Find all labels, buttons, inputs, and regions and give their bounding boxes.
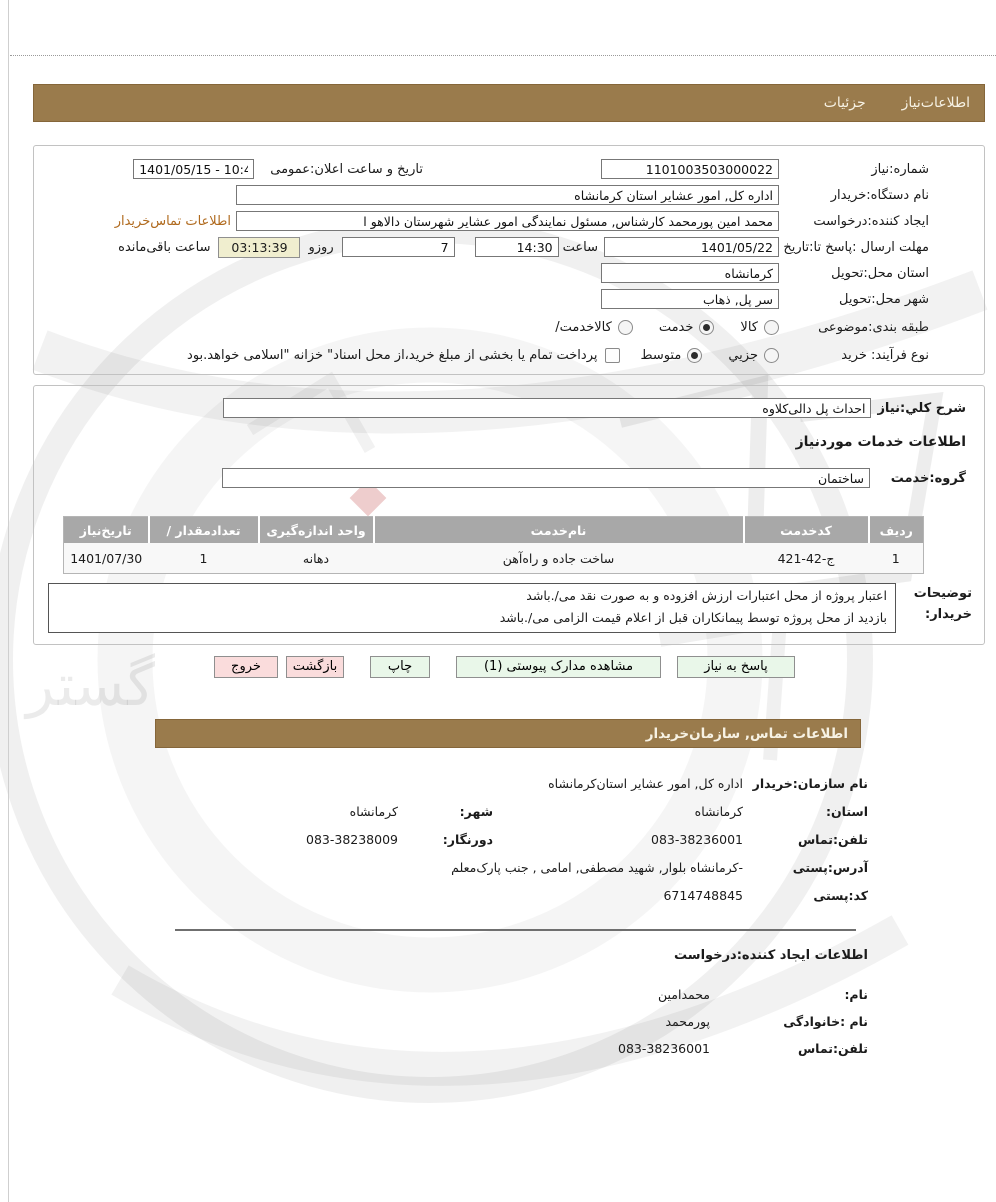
org-city-value: کرمانشاه [349, 803, 398, 819]
request-creator-input[interactable] [236, 211, 779, 231]
request-creator-row [42, 210, 929, 232]
subject-category-label: طبقه بندی:موضوعی [818, 319, 929, 335]
org-contact-title-bar: اطلاعات تماس, سازمان‌خریدار [155, 719, 861, 748]
radio-goods-service-label: کالاخدمت/ [555, 319, 612, 335]
radio-partial-label: جزيي [728, 347, 758, 363]
org-postal-code-value: 6714748845 [663, 887, 743, 903]
org-address-label: آدرس:پستی [792, 859, 868, 875]
treasury-payment-label: پرداخت تمام یا بخشی از مبلغ خرید،از محل اسناد" خزانه "اسلامی خواهد.بود [187, 347, 598, 363]
col-unit: واحد اندازه‌گیری [259, 517, 374, 544]
col-quantity: تعدادمقدار / [149, 517, 259, 544]
top-title-bar [33, 84, 985, 122]
org-postal-code-label: کد:پستی [813, 887, 868, 903]
org-postal-code-row [583, 885, 868, 905]
col-service-code: کدخدمت [744, 517, 869, 544]
buyer-org-input[interactable] [236, 185, 779, 205]
org-phone-fax-row [183, 829, 868, 849]
creator-first-name-row [528, 984, 868, 1004]
creator-phone-value: 083-38236001 [618, 1040, 710, 1056]
creator-first-name-label: نام: [844, 986, 868, 1002]
org-city-label: شهر: [459, 803, 493, 819]
svg-text:گستر: گستر [26, 651, 155, 719]
org-province-city-row [183, 801, 868, 821]
radio-service[interactable] [699, 320, 714, 335]
org-province-value: کرمانشاه [694, 803, 743, 819]
exit-button[interactable]: خروج [214, 656, 278, 678]
deadline-days-input[interactable] [342, 237, 455, 257]
need-number-label: شماره:نیاز [871, 161, 929, 177]
process-type-label: نوع فرآیند: خرید [841, 347, 929, 363]
top-dotted-divider [10, 55, 996, 56]
col-need-date: تاریخ‌نیاز [64, 517, 149, 544]
delivery-city-label: شهر محل:تحویل [839, 291, 929, 307]
treasury-payment-checkbox[interactable] [605, 348, 620, 363]
creator-last-name-value: پورمحمد [665, 1013, 710, 1029]
radio-partial[interactable] [764, 348, 779, 363]
creator-phone-label: تلفن:تماس [797, 1040, 868, 1056]
need-summary-panel [33, 145, 985, 375]
creator-last-name-row [528, 1011, 868, 1031]
need-description-input[interactable] [223, 398, 871, 418]
subject-category-row [42, 316, 929, 338]
service-group-label: گروه:خدمت [890, 470, 966, 486]
cell-need-date: 1401/07/30 [64, 543, 149, 574]
buyer-contact-link[interactable]: اطلاعات تماس‌خریدار [114, 213, 231, 229]
delivery-province-input[interactable] [601, 263, 779, 283]
creator-last-name-label: نام :خانوادگی [783, 1013, 868, 1029]
deadline-days-label: روزو [308, 239, 334, 255]
page-left-border [8, 0, 9, 1202]
radio-medium[interactable] [687, 348, 702, 363]
col-row-number: ردیف [869, 517, 924, 544]
org-phone-label: تلفن:تماس [797, 831, 868, 847]
buyer-notes-label-line1: توضیحات [913, 586, 972, 601]
delivery-city-row [42, 288, 929, 310]
buyer-notes-label [900, 584, 972, 626]
cell-row-number: 1 [869, 543, 924, 574]
process-type-row [42, 344, 929, 366]
need-description-row [42, 398, 966, 418]
request-creator-label: ایجاد کننده:درخواست [813, 213, 929, 229]
org-phone-value: 083-38236001 [651, 831, 743, 847]
tab-details[interactable]: جزئیات [823, 95, 866, 111]
radio-service-label: خدمت [658, 319, 694, 335]
radio-goods-label: کالا [740, 319, 758, 335]
services-table [63, 516, 924, 574]
buyer-org-label: نام دستگاه:خریدار [830, 187, 929, 203]
reply-deadline-label: مهلت ارسال :پاسخ تا:تاریخ [783, 239, 929, 255]
announce-datetime-input[interactable] [133, 159, 254, 179]
delivery-province-label: استان محل:تحویل [831, 265, 929, 281]
col-service-name: نام‌خدمت [374, 517, 744, 544]
notes-line: اعتبار پروژه از محل اعتبارات ارزش افزوده و به صورت نقد می/.باشد [526, 588, 887, 603]
org-address-value: -کرمانشاه بلوار, شهید مصطفی, امامی , جنب پارک‌معلم [451, 859, 743, 875]
view-attachments-button[interactable]: مشاهده مدارک پیوستی (1) [456, 656, 661, 678]
deadline-hour-input[interactable] [475, 237, 559, 257]
services-heading: اطلاعات خدمات موردنیاز [795, 434, 966, 450]
need-detail-panel [33, 385, 985, 645]
need-number-input[interactable] [601, 159, 779, 179]
notes-line: بازدید از محل پروژه توسط پیمانکاران قبل از اعلام قیمت الزامی می/.باشد [499, 609, 887, 625]
creator-first-name-value: محمدامین [657, 986, 710, 1002]
reply-to-need-button[interactable]: پاسخ به نیاز [677, 656, 795, 678]
radio-goods-service[interactable] [618, 320, 633, 335]
cell-service-name: ساخت جاده و راه‌آهن [374, 543, 744, 574]
org-address-row [451, 857, 868, 877]
buyer-notes-textarea[interactable] [48, 583, 896, 633]
delivery-province-row [42, 262, 929, 284]
creator-phone-row [528, 1038, 868, 1058]
contact-sections-divider [175, 929, 856, 931]
cell-quantity: 1 [149, 543, 259, 574]
creator-contact-heading: اطلاعات ایجاد کننده:درخواست [674, 948, 868, 963]
buyer-notes-label-line2: خریدار: [925, 606, 972, 622]
org-fax-label: دورنگار: [442, 831, 493, 847]
services-table-header-row [64, 517, 924, 544]
action-buttons-row [214, 656, 795, 678]
countdown-label: ساعت باقی‌مانده [118, 239, 211, 255]
org-name-value: اداره کل, امور عشایر استان‌کرمانشاه [548, 775, 743, 791]
radio-goods[interactable] [764, 320, 779, 335]
need-number-row [42, 158, 929, 180]
org-name-label: نام سازمان:خریدار [752, 775, 868, 791]
deadline-date-input[interactable] [604, 237, 779, 257]
countdown-timer: 03:13:39 [218, 237, 300, 258]
cell-service-code: ج-42-421 [744, 543, 869, 574]
tab-need-info[interactable]: اطلاعات‌نیاز [901, 95, 970, 111]
print-button[interactable]: چاپ [370, 656, 430, 678]
org-fax-value: 083-38238009 [306, 831, 398, 847]
reply-deadline-row [42, 236, 929, 258]
cell-unit: دهانه [259, 543, 374, 574]
announce-datetime-label: تاریخ و ساعت اعلان:عمومی [270, 161, 423, 177]
table-row [64, 543, 924, 574]
buyer-org-row [42, 184, 929, 206]
org-name-row [548, 773, 868, 793]
radio-medium-label: متوسط [640, 347, 682, 363]
deadline-hour-label: ساعت [562, 239, 598, 255]
back-button[interactable]: بازگشت [286, 656, 344, 678]
org-province-label: استان: [825, 803, 868, 819]
delivery-city-input[interactable] [601, 289, 779, 309]
need-description-label: شرح کلي:نیاز [877, 400, 966, 416]
service-group-row [42, 468, 966, 488]
service-group-input[interactable] [222, 468, 870, 488]
